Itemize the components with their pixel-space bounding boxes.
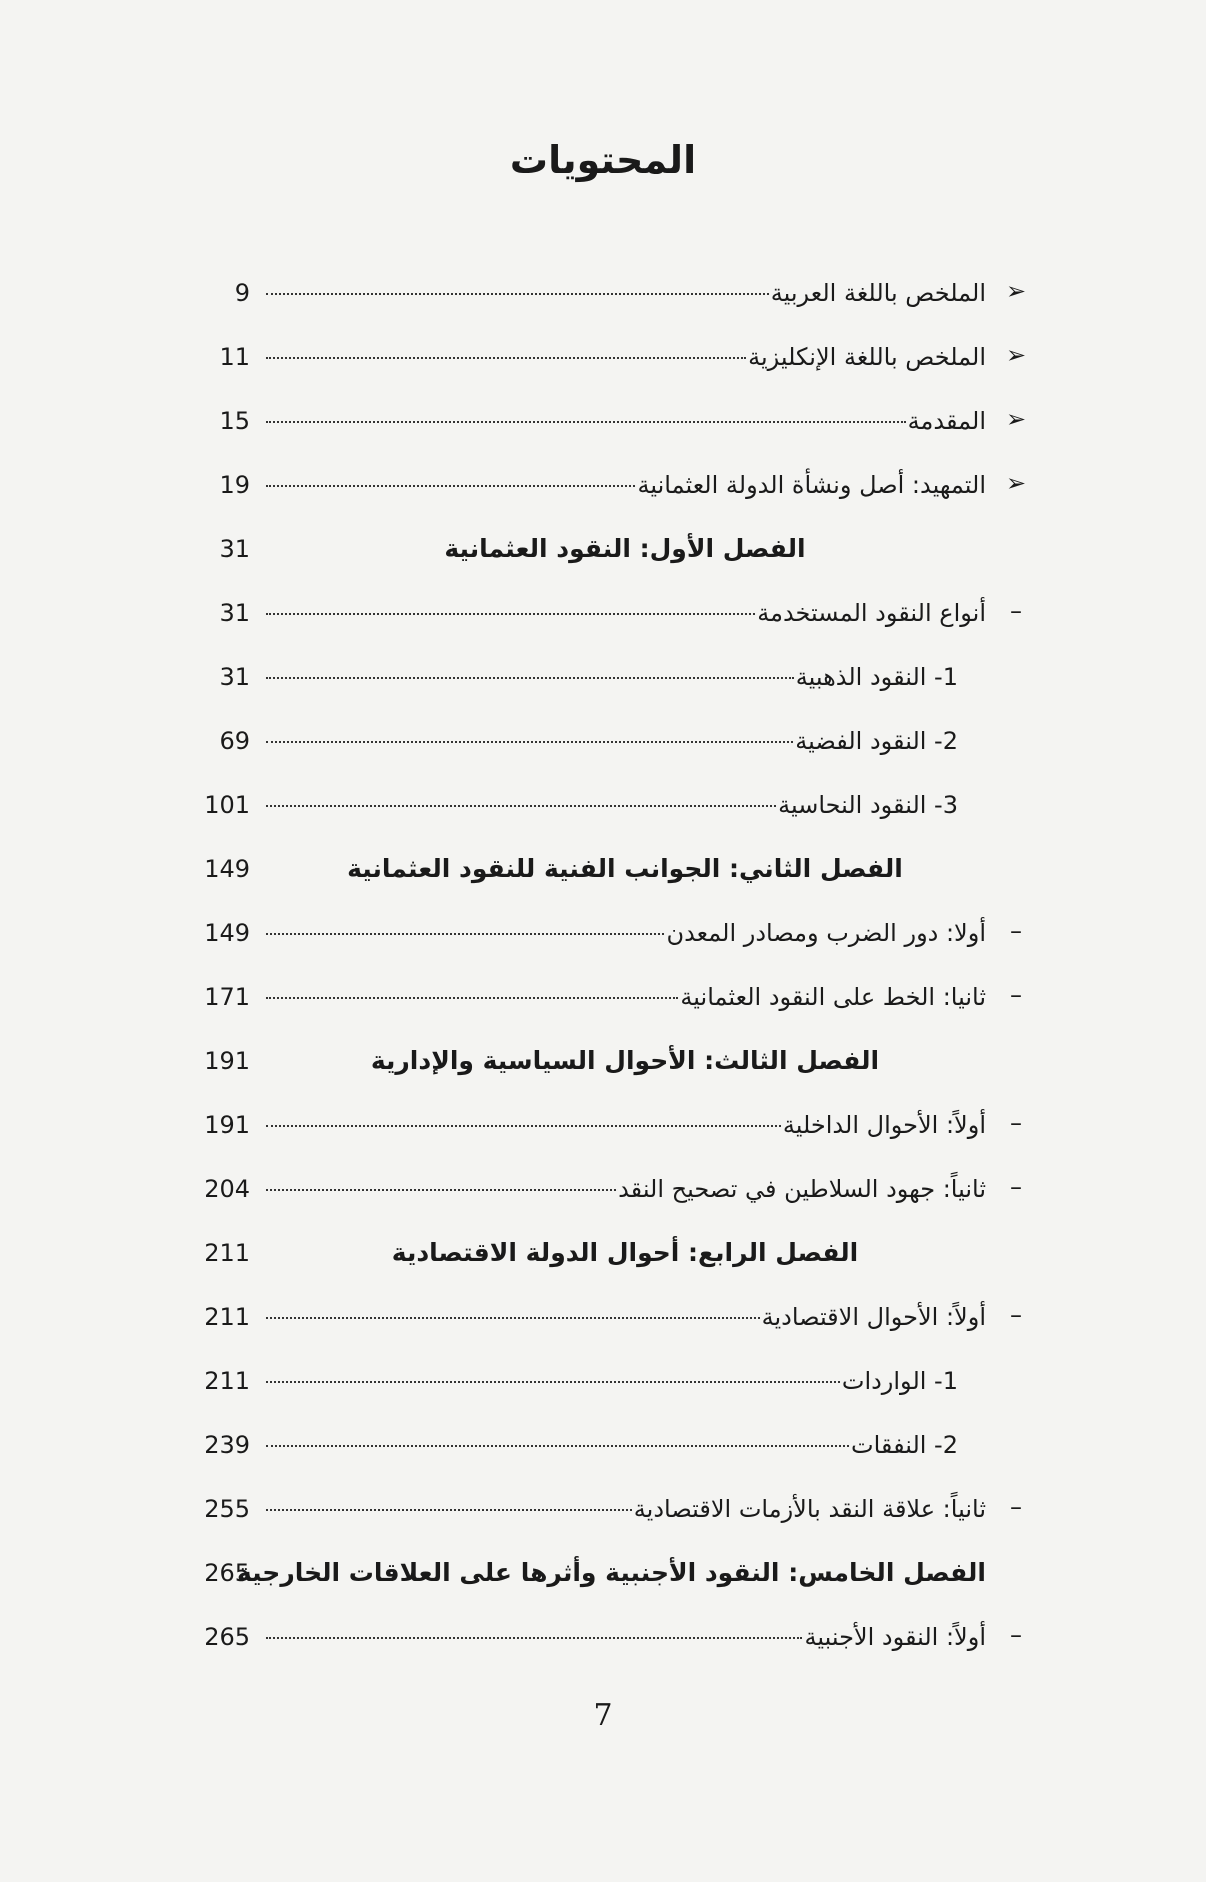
toc-page-number: 69 bbox=[219, 727, 250, 755]
dash-bullet: – bbox=[1010, 1109, 1022, 1137]
toc-entry bbox=[0, 720, 1206, 760]
dot-leader bbox=[266, 1317, 760, 1319]
toc-entry bbox=[0, 976, 1206, 1016]
toc-page-number: 211 bbox=[204, 1303, 250, 1331]
toc-chapter-heading bbox=[0, 528, 1206, 568]
toc-entry-label: ثانياً: جهود السلاطين في تصحيح النقد bbox=[618, 1175, 986, 1203]
toc-page-number: 191 bbox=[204, 1111, 250, 1139]
toc-entry-label: الملخص باللغة العربية bbox=[770, 279, 986, 307]
toc-entry-label: الفصل الثالث: الأحوال السياسية والإدارية bbox=[370, 1046, 880, 1075]
dash-bullet: – bbox=[1010, 917, 1022, 945]
dot-leader bbox=[266, 1381, 840, 1383]
dash-bullet: – bbox=[1010, 1173, 1022, 1201]
dot-leader bbox=[266, 293, 769, 295]
dot-leader bbox=[266, 677, 794, 679]
toc-entry-label: ثانيا: الخط على النقود العثمانية bbox=[680, 983, 986, 1011]
dot-leader bbox=[266, 741, 793, 743]
toc-entry-label: ثانياً: علاقة النقد بالأزمات الاقتصادية bbox=[633, 1495, 986, 1523]
toc-entry-label: التمهيد: أصل ونشأة الدولة العثمانية bbox=[637, 471, 986, 499]
toc-chapter-heading bbox=[0, 1232, 1206, 1272]
toc-page-number: 211 bbox=[204, 1367, 250, 1395]
toc-entry bbox=[0, 1168, 1206, 1208]
toc-page-number: 171 bbox=[204, 983, 250, 1011]
toc-page-number: 149 bbox=[204, 855, 250, 883]
toc-chapter-heading bbox=[0, 1552, 1206, 1592]
toc-entry-label: أنواع النقود المستخدمة bbox=[757, 599, 986, 627]
dash-bullet: – bbox=[1010, 597, 1022, 625]
toc-page-number: 9 bbox=[234, 279, 250, 307]
toc-page-number: 19 bbox=[219, 471, 250, 499]
dash-bullet: – bbox=[1010, 1301, 1022, 1329]
toc-entry-label: المقدمة bbox=[907, 407, 986, 435]
toc-page-number: 11 bbox=[219, 343, 250, 371]
toc-chapter-heading bbox=[0, 848, 1206, 888]
dot-leader bbox=[266, 1125, 781, 1127]
dot-leader bbox=[266, 1445, 849, 1447]
dash-bullet: – bbox=[1010, 1493, 1022, 1521]
dash-bullet: – bbox=[1010, 1621, 1022, 1649]
toc-entry bbox=[0, 656, 1206, 696]
arrow-bullet-icon: ➢ bbox=[1005, 469, 1027, 497]
toc-entry-label: 3- النقود النحاسية bbox=[778, 791, 958, 819]
toc-entry bbox=[0, 1296, 1206, 1336]
toc-page-number: 31 bbox=[219, 663, 250, 691]
arrow-bullet-icon: ➢ bbox=[1005, 277, 1027, 305]
toc-entry bbox=[0, 400, 1206, 440]
toc-page-number: 149 bbox=[204, 919, 250, 947]
dot-leader bbox=[266, 933, 664, 935]
toc-entry-label: 1- النقود الذهبية bbox=[795, 663, 958, 691]
toc-entry bbox=[0, 592, 1206, 632]
toc-page-number: 265 bbox=[204, 1623, 250, 1651]
dot-leader bbox=[266, 1189, 616, 1191]
dot-leader bbox=[266, 805, 776, 807]
toc-entry bbox=[0, 784, 1206, 824]
dash-bullet: – bbox=[1010, 981, 1022, 1009]
toc-page-number: 255 bbox=[204, 1495, 250, 1523]
toc-entry-label: أولا: دور الضرب ومصادر المعدن bbox=[666, 919, 986, 947]
toc-page-number: 15 bbox=[219, 407, 250, 435]
toc-page-number: 191 bbox=[204, 1047, 250, 1075]
toc-entry bbox=[0, 1360, 1206, 1400]
toc-entry bbox=[0, 1616, 1206, 1656]
toc-page-number: 31 bbox=[219, 535, 250, 563]
toc-entry-label: أولاً: الأحوال الاقتصادية bbox=[761, 1303, 986, 1331]
toc-entry-label: أولاً: الأحوال الداخلية bbox=[782, 1111, 986, 1139]
toc-entry bbox=[0, 272, 1206, 312]
toc-entry bbox=[0, 912, 1206, 952]
dot-leader bbox=[266, 997, 678, 999]
toc-entry-label: أولاً: النقود الأجنبية bbox=[804, 1623, 986, 1651]
dot-leader bbox=[266, 357, 746, 359]
toc-page-number: 31 bbox=[219, 599, 250, 627]
toc-entry-label: 2- النفقات bbox=[851, 1431, 958, 1459]
toc-entry-label: 2- النقود الفضية bbox=[795, 727, 958, 755]
dot-leader bbox=[266, 1509, 632, 1511]
toc-entry-label: الفصل الرابع: أحوال الدولة الاقتصادية bbox=[391, 1238, 859, 1267]
dot-leader bbox=[266, 421, 906, 423]
arrow-bullet-icon: ➢ bbox=[1005, 341, 1027, 369]
toc-page-number: 239 bbox=[204, 1431, 250, 1459]
toc-entry-label: الفصل الأول: النقود العثمانية bbox=[444, 534, 806, 563]
toc-entry bbox=[0, 464, 1206, 504]
dot-leader bbox=[266, 485, 635, 487]
toc-entry bbox=[0, 1104, 1206, 1144]
arrow-bullet-icon: ➢ bbox=[1005, 405, 1027, 433]
toc-page-number: 204 bbox=[204, 1175, 250, 1203]
toc-entry bbox=[0, 1488, 1206, 1528]
toc-entry-label: 1- الواردات bbox=[841, 1367, 958, 1395]
toc-page-number: 101 bbox=[204, 791, 250, 819]
toc-chapter-heading bbox=[0, 1040, 1206, 1080]
toc-entry-label: الفصل الثاني: الجوانب الفنية للنقود العثمانية bbox=[347, 854, 903, 883]
dot-leader bbox=[266, 1637, 802, 1639]
toc-page-number: 211 bbox=[204, 1239, 250, 1267]
toc-entry bbox=[0, 336, 1206, 376]
dot-leader bbox=[266, 613, 755, 615]
toc-entry-label: الملخص باللغة الإنكليزية bbox=[748, 343, 986, 371]
toc-entry-label: الفصل الخامس: النقود الأجنبية وأثرها على العلاقات الخارجية bbox=[236, 1558, 986, 1587]
toc-entry bbox=[0, 1424, 1206, 1464]
toc-page-number: 265 bbox=[204, 1559, 250, 1587]
page-title: المحتويات bbox=[509, 138, 697, 182]
page-number: 7 bbox=[593, 1698, 613, 1733]
